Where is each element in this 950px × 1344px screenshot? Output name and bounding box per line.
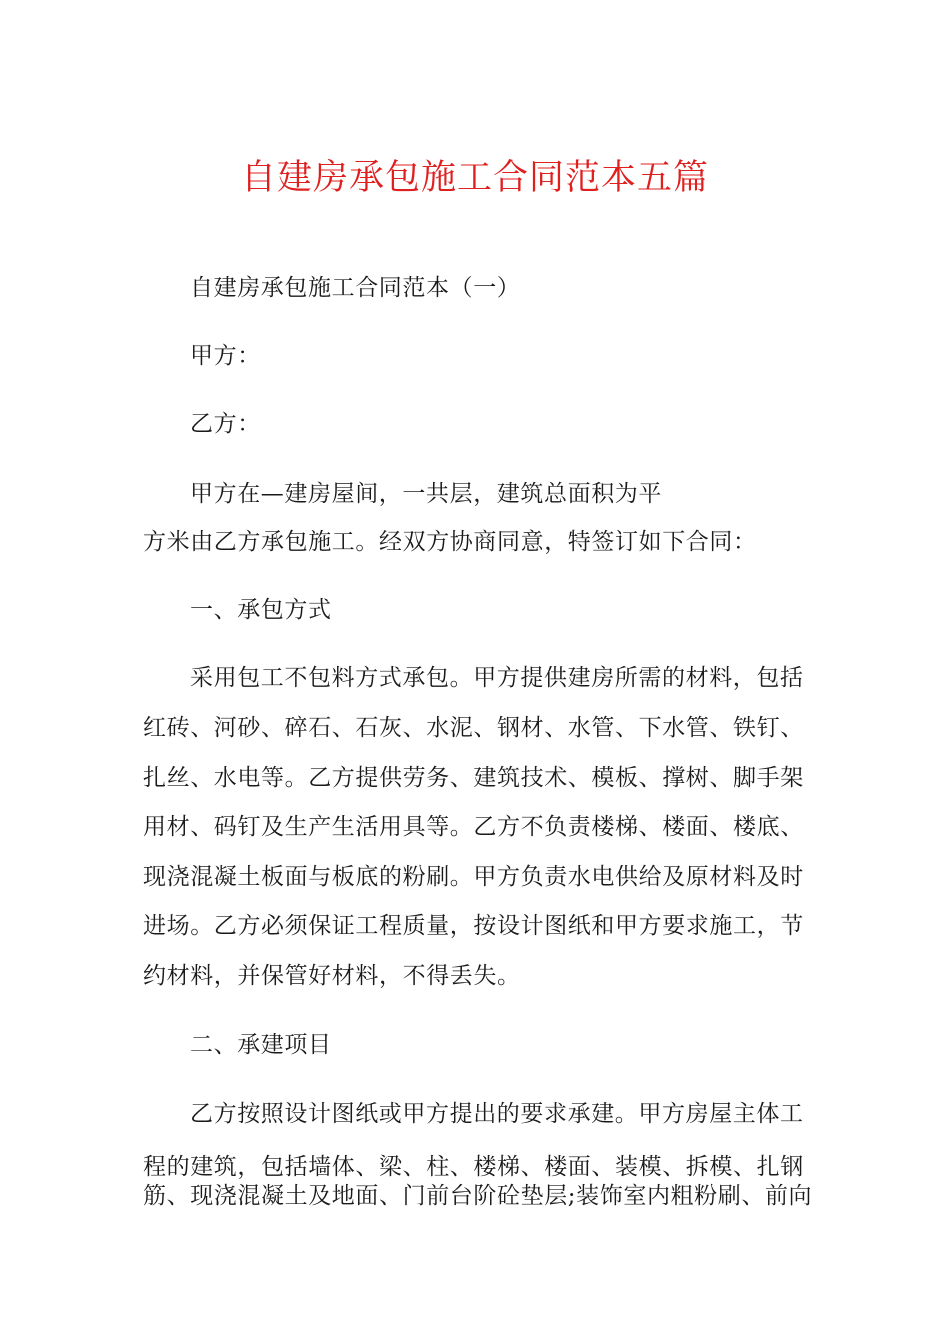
section-2-line-3: 筋、现浇混凝土及地面、门前台阶砼垫层;装饰室内粗粉刷、前向 [143,1183,813,1209]
section-1-line-2: 红砖、河砂、碎石、石灰、水泥、钢材、水管、下水管、铁钉、 [143,715,804,741]
section-1-heading: 一、承包方式 [190,597,332,623]
section-1-line-4: 用材、码钉及生产生活用具等。乙方不负责楼梯、楼面、楼底、 [143,814,804,840]
party-b-label: 乙方： [190,411,261,437]
document-title: 自建房承包施工合同范本五篇 [240,158,709,198]
contract-subtitle: 自建房承包施工合同范本（一） [190,275,521,301]
party-a-label: 甲方： [190,343,261,369]
section-2-line-1: 乙方按照设计图纸或甲方提出的要求承建。甲方房屋主体工 [190,1101,804,1127]
section-1-line-3: 扎丝、水电等。乙方提供劳务、建筑技术、模板、撑树、脚手架 [143,765,804,791]
intro-line-2: 方米由乙方承包施工。经双方协商同意，特签订如下合同： [143,529,757,555]
section-1-line-5: 现浇混凝土板面与板底的粉刷。甲方负责水电供给及原材料及时 [143,864,804,890]
section-2-line-2: 程的建筑，包括墙体、梁、柱、楼梯、楼面、装模、拆模、扎钢 [143,1154,804,1180]
intro-line-1: 甲方在—建房屋间，一共层，建筑总面积为平 [190,481,662,507]
section-1-line-7: 约材料，并保管好材料，不得丢失。 [143,963,521,989]
section-1-line-1: 采用包工不包料方式承包。甲方提供建房所需的材料，包括 [190,665,804,691]
section-1-line-6: 进场。乙方必须保证工程质量，按设计图纸和甲方要求施工，节 [143,913,804,939]
section-2-heading: 二、承建项目 [190,1032,332,1058]
